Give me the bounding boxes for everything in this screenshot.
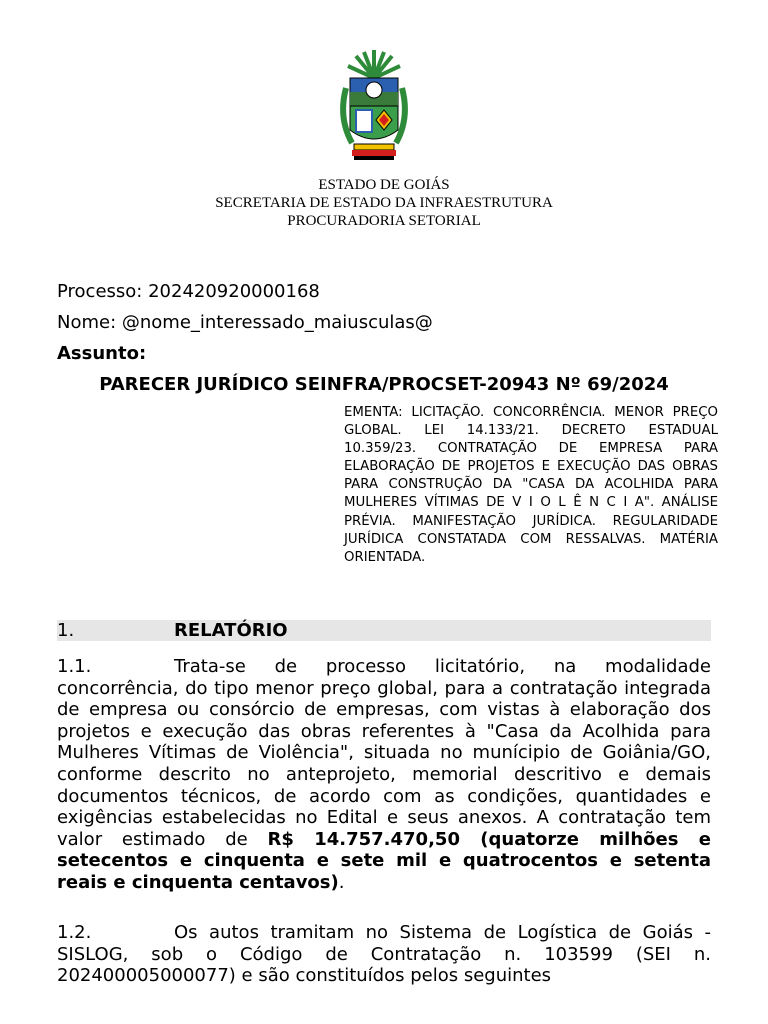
- paragraph-text: Trata-se de processo licitatório, na modalidade concorrência, do tipo menor preço global, para a contratação integrada de empresa ou consórcio de empresas, com vistas à elaboração dos projetos e execução das obras referentes à "Casa da Acolhida para Mulheres Vítimas de Violência", situada no munícipio de Goiânia/GO, conforme descrito no anteprojeto, memorial descritivo e demais documentos técnicos, de acordo com as condições, quantidades e exigências estabelecidas no Edital e seus anexos. A contratação tem valor estimado de: [57, 656, 711, 850]
- paragraph-number: 1.1.: [57, 656, 92, 677]
- header-secretariat: SECRETARIA DE ESTADO DA INFRAESTRUTURA: [215, 195, 553, 211]
- process-number: Processo: 202420920000168: [57, 281, 320, 302]
- ementa-summary: EMENTA: LICITAÇÃO. CONCORRÊNCIA. MENOR PREÇO GLOBAL. LEI 14.133/21. DECRETO ESTADUAL 10.359/23. CONTRATAÇÃO DE EMPRESA PARA ELABORAÇÃO DE PROJETOS E EXECUÇÃO DAS OBRAS PARA CONSTRUÇÃO DA "CASA DA ACOLHIDA PARA MULHERES VÍTIMAS DE V I O L Ê N C I A". ANÁLISE PRÉVIA. MANIFESTAÇÃO JURÍDICA. REGULARIDADE JURÍDICA CONSTATADA COM RESSALVAS. MATÉRIA ORIENTADA.: [344, 405, 718, 565]
- paragraph-1-1: [57, 656, 711, 894]
- header-procuradoria: PROCURADORIA SETORIAL: [287, 213, 481, 229]
- estimated-value: R$ 14.757.470,50 (quatorze milhões e setecentos e cinquenta e sete mil e quatrocentos e setenta reais e cinquenta centavos): [57, 828, 711, 893]
- document-title: PARECER JURÍDICO SEINFRA/PROCSET-20943 Nº 69/2024: [99, 374, 669, 395]
- header-state-name: ESTADO DE GOIÁS: [318, 177, 450, 193]
- paragraph-text: Os autos tramitam no Sistema de Logística de Goiás - SISLOG, sob o Código de Contratação n. 103599 (SEI n. 202400005000077) e são constituídos pelos seguintes: [57, 922, 711, 987]
- interested-name: Nome: @nome_interessado_maiusculas@: [57, 312, 433, 333]
- subject-label: Assunto:: [57, 343, 147, 364]
- goias-coat-of-arms-emblem: [334, 48, 414, 168]
- paragraph-end: .: [338, 871, 345, 893]
- section-number: 1.: [57, 620, 75, 641]
- section-label: RELATÓRIO: [174, 620, 288, 641]
- paragraph-number: 1.2.: [57, 922, 92, 943]
- paragraph-1-2: [57, 922, 711, 987]
- section-heading: [57, 620, 711, 641]
